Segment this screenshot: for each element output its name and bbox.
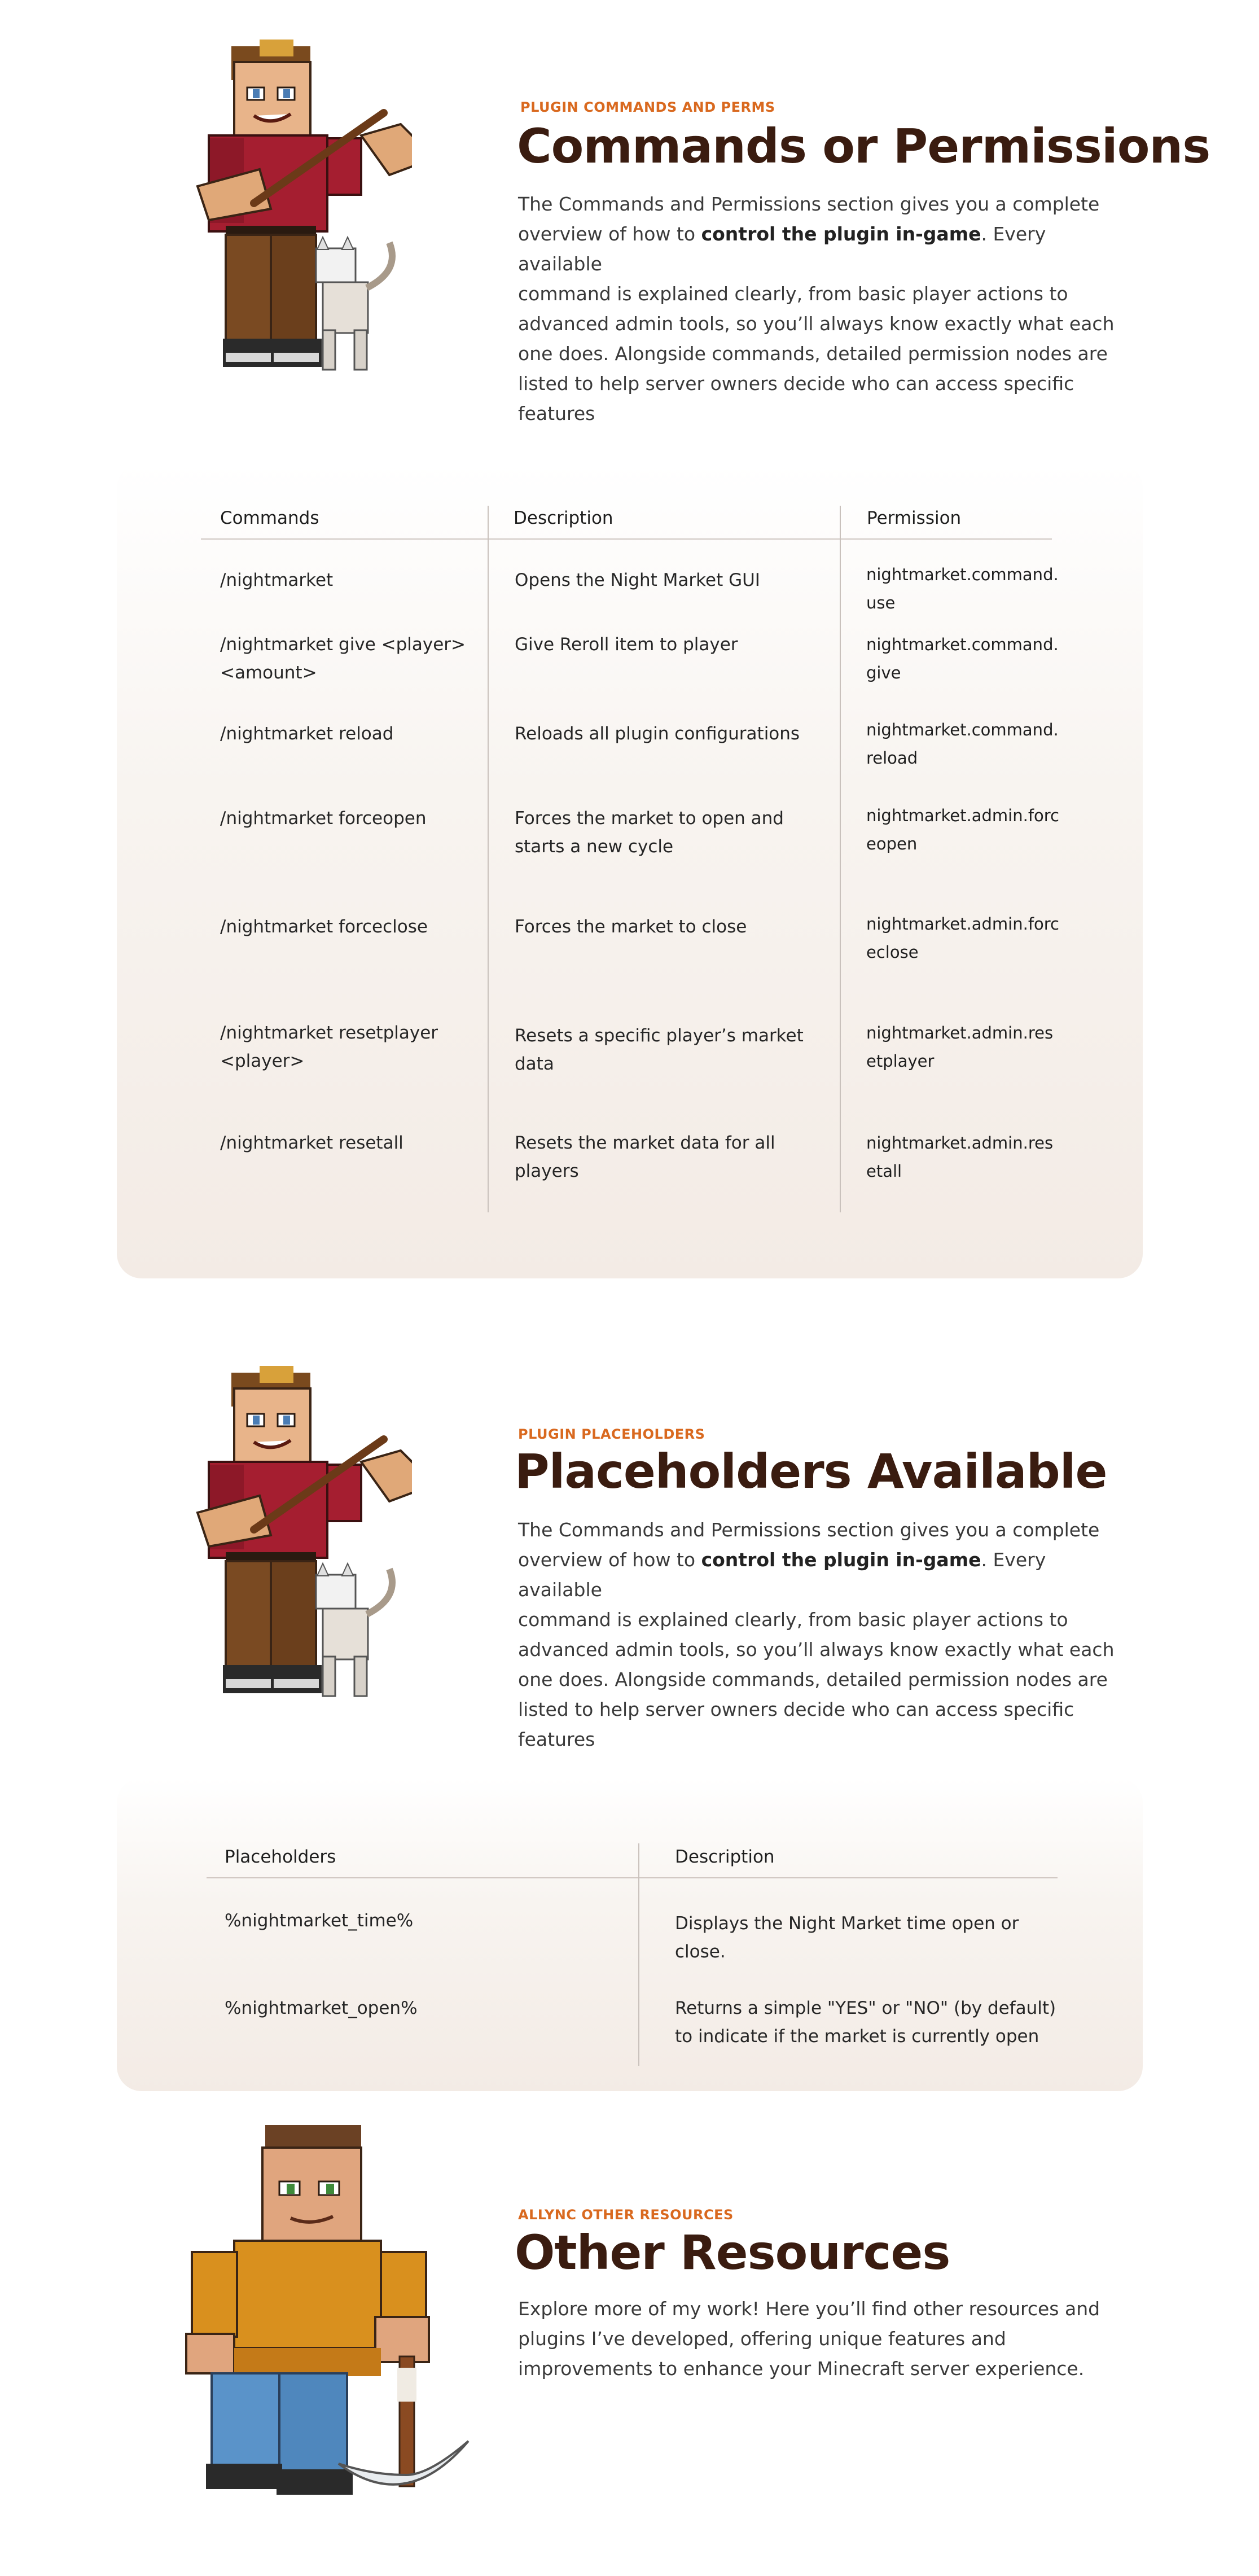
body-line: The Commands and Permissions section gives you a complete	[518, 1519, 1100, 1541]
body-text-span: overview of how to	[518, 1549, 701, 1571]
body-line: listed to help server owners decide who can access specific	[518, 373, 1074, 395]
body-line	[518, 1545, 1128, 1605]
resources-body	[518, 2294, 1128, 2384]
body-line: one does. Alongside commands, detailed permission nodes are	[518, 343, 1108, 365]
commands-eyebrow: PLUGIN COMMANDS AND PERMS	[520, 99, 775, 115]
permission-cell	[866, 560, 1059, 617]
cell-line: <amount>	[220, 663, 317, 683]
permission-cell	[866, 716, 1059, 772]
cell-line: nightmarket.command.	[866, 565, 1059, 584]
cell-line: starts a new cycle	[515, 836, 674, 857]
cell-line: nightmarket.admin.forc	[866, 914, 1059, 934]
column-divider-2	[840, 506, 841, 1212]
body-line: command is explained clearly, from basic player actions to	[518, 1609, 1068, 1631]
cell-line: nightmarket.command.	[866, 635, 1059, 654]
commands-title: Commands or Permissions	[517, 119, 1210, 174]
cell-line: Give Reroll item to player	[515, 634, 738, 655]
cell-line: eclose	[866, 943, 919, 962]
description-cell	[515, 804, 784, 861]
description-cell	[515, 1022, 804, 1078]
command-cell	[220, 630, 466, 687]
placeholders-title: Placeholders Available	[515, 1444, 1107, 1499]
cell-line: reload	[866, 748, 918, 768]
ph-header-divider	[207, 1877, 1058, 1878]
cell-line: Forces the market to open and	[515, 808, 784, 829]
ph-description-cell	[675, 1909, 1019, 1966]
body-line: one does. Alongside commands, detailed permission nodes are	[518, 1668, 1108, 1690]
header-divider	[201, 538, 1052, 540]
column-divider-1	[488, 506, 489, 1212]
body-bold-span: control the plugin in-game	[701, 1549, 981, 1571]
description-cell	[515, 1129, 775, 1185]
body-line: The Commands and Permissions section gives you a complete	[518, 193, 1100, 215]
permission-cell	[866, 1129, 1053, 1185]
body-line: listed to help server owners decide who can access specific	[518, 1698, 1074, 1720]
cell-line: players	[515, 1161, 579, 1181]
cell-line: /nightmarket	[220, 570, 334, 590]
resources-title: Other Resources	[515, 2225, 950, 2280]
permission-cell	[866, 1019, 1053, 1075]
ph-description-header: Description	[675, 1847, 775, 1867]
body-line: improvements to enhance your Minecraft server experience.	[518, 2358, 1085, 2380]
cell-line: <player>	[220, 1051, 305, 1071]
cell-line: nightmarket.command.	[866, 720, 1059, 739]
body-text-span: . Every available	[518, 1549, 1046, 1601]
body-line: command is explained clearly, from basic player actions to	[518, 283, 1068, 305]
description-cell	[515, 566, 760, 594]
command-cell	[220, 720, 393, 748]
body-line: features	[518, 402, 595, 424]
cell-line: Forces the market to close	[515, 917, 747, 937]
cell-line: close.	[675, 1942, 726, 1962]
cell-line: Displays the Night Market time open or	[675, 1913, 1019, 1934]
resources-eyebrow: ALLYNC OTHER RESOURCES	[518, 2207, 734, 2223]
commands-body	[518, 189, 1128, 428]
character-illustration-3	[169, 2125, 474, 2498]
cell-line: /nightmarket reload	[220, 724, 394, 744]
description-cell	[515, 720, 800, 748]
command-cell	[220, 804, 426, 833]
cell-line: Opens the Night Market GUI	[515, 570, 760, 590]
cell-line: Resets the market data for all	[515, 1133, 775, 1153]
description-header: Description	[514, 508, 613, 528]
body-line: features	[518, 1728, 595, 1750]
cell-line: nightmarket.admin.forc	[866, 806, 1059, 825]
ph-column-divider	[638, 1843, 639, 2066]
body-line: advanced admin tools, so you’ll always know exactly what each	[518, 313, 1115, 335]
cell-line: Returns a simple "YES" or "NO" (by default)	[675, 1998, 1056, 2018]
cell-line: /nightmarket resetall	[220, 1133, 403, 1153]
cell-line: Reloads all plugin configurations	[515, 724, 800, 744]
cell-line: /nightmarket forceopen	[220, 808, 427, 829]
command-cell	[220, 1019, 438, 1075]
cell-line: give	[866, 663, 901, 682]
placeholders-header: Placeholders	[225, 1847, 336, 1867]
cell-line: etall	[866, 1162, 902, 1181]
minecraft-character-with-pickaxe-icon	[169, 2125, 474, 2498]
permission-cell	[866, 801, 1059, 858]
cell-line: to indicate if the market is currently open	[675, 2026, 1039, 2047]
body-line: Explore more of my work! Here you’ll find other resources and	[518, 2298, 1100, 2320]
minecraft-character-with-cat-icon	[175, 1366, 412, 1705]
cell-line: etplayer	[866, 1052, 935, 1071]
permission-header: Permission	[867, 508, 962, 528]
body-line: plugins I’ve developed, offering unique features and	[518, 2328, 1006, 2350]
cell-line: eopen	[866, 834, 918, 853]
permission-cell	[866, 910, 1059, 966]
cell-line: nightmarket.admin.res	[866, 1133, 1054, 1153]
cell-line: /nightmarket resetplayer	[220, 1023, 438, 1043]
cell-line: use	[866, 593, 896, 612]
placeholder-cell: %nightmarket_time%	[225, 1911, 414, 1931]
cell-line: data	[515, 1054, 554, 1074]
command-cell	[220, 1129, 403, 1157]
placeholder-cell: %nightmarket_open%	[225, 1998, 418, 2018]
body-line	[518, 219, 1128, 279]
command-cell	[220, 913, 428, 941]
body-text-span: overview of how to	[518, 223, 701, 245]
description-cell	[515, 913, 747, 941]
cell-line: Resets a specific player’s market	[515, 1026, 804, 1046]
body-line: advanced admin tools, so you’ll always know exactly what each	[518, 1639, 1115, 1661]
cell-line: /nightmarket give <player>	[220, 634, 466, 655]
permission-cell	[866, 630, 1059, 687]
body-bold-span: control the plugin in-game	[701, 223, 981, 245]
ph-description-cell	[675, 1994, 1056, 2051]
command-cell	[220, 566, 333, 594]
body-text-span: . Every available	[518, 223, 1046, 275]
character-illustration-2	[175, 1366, 412, 1705]
character-illustration-1	[175, 40, 412, 378]
description-cell	[515, 630, 738, 659]
commands-header: Commands	[220, 508, 319, 528]
cell-line: /nightmarket forceclose	[220, 917, 428, 937]
cell-line: nightmarket.admin.res	[866, 1023, 1054, 1042]
minecraft-character-with-cat-icon	[175, 40, 412, 378]
placeholders-eyebrow: PLUGIN PLACEHOLDERS	[518, 1426, 705, 1442]
placeholders-body	[518, 1515, 1128, 1754]
